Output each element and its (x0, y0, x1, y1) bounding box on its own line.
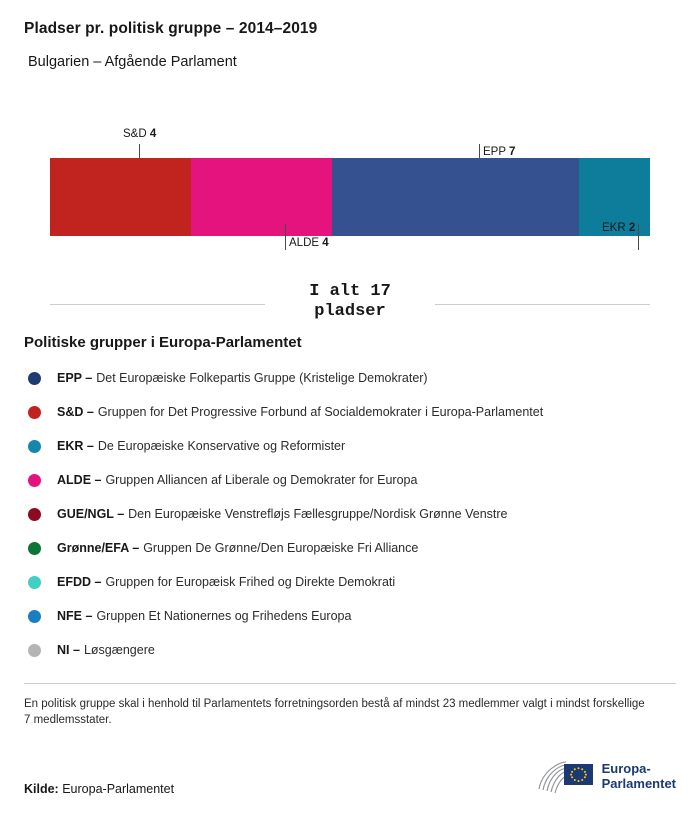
legend-description: Den Europæiske Venstrefløjs Fællesgruppe/Nordisk Grønne Venstre (128, 507, 508, 521)
leader-line-alde (285, 224, 286, 250)
legend-dot-icon (28, 474, 41, 487)
legend-item-ekr (24, 429, 676, 463)
legend-item-nfe (24, 599, 676, 633)
legend-dot-icon (28, 440, 41, 453)
bar-segment-sd (50, 158, 191, 236)
legend-list (24, 361, 676, 667)
legend-description: Gruppen for Europæisk Frihed og Direkte Demokrati (105, 575, 396, 589)
ep-logo-text (602, 761, 676, 791)
source-credit (24, 782, 174, 796)
bar-segment-epp (332, 158, 579, 236)
ep-logo-line1: Europa- (601, 761, 651, 776)
legend-dot-icon (28, 610, 41, 623)
bar-label-ekr: EKR 2 (602, 222, 636, 234)
legend-dot-icon (28, 406, 41, 419)
legend-dot-icon (28, 508, 41, 521)
total-seats-text (24, 282, 676, 322)
total-seats-unit: pladser (314, 302, 386, 321)
legend-description: Det Europæiske Folkepartis Gruppe (Kristelige Demokrater) (96, 371, 428, 385)
stacked-bar (50, 158, 650, 236)
legend-title: Politiske grupper i Europa-Parlamentet (24, 334, 302, 351)
legend-abbr: GUE/NGL – (57, 507, 125, 521)
legend-description: Løsgængere (83, 643, 155, 657)
legend-description: Gruppen for Det Progressive Forbund af Socialdemokrater i Europa-Parlamentet (97, 405, 544, 419)
bar-segment-alde (191, 158, 332, 236)
legend-dot-icon (28, 576, 41, 589)
legend-dot-icon (28, 644, 41, 657)
legend-item-epp (24, 361, 676, 395)
legend-abbr: EPP – (57, 371, 93, 385)
legend-item-ni (24, 633, 676, 667)
bar-label-sd: S&D 4 (123, 128, 157, 140)
legend-description: De Europæiske Konservative og Reformister (97, 439, 346, 453)
page-title: Pladser pr. politisk gruppe – 2014–2019 (24, 20, 318, 37)
ep-logo-line2: Parlamentet (601, 776, 676, 791)
legend-abbr: NFE – (57, 609, 93, 623)
legend-abbr: Grønne/EFA – (57, 541, 140, 555)
total-seats-count: I alt 17 (309, 282, 391, 301)
legend-abbr: EKR – (57, 439, 94, 453)
footnote: En politisk gruppe skal i henhold til Parlamentets forretningsorden bestå af mindst 23 medlemmer valgt i mindst forskellige 7 medlemsstater. (24, 698, 645, 726)
legend-abbr: EFDD – (57, 575, 102, 589)
ep-flag-icon (536, 756, 594, 796)
legend-description: Gruppen Alliancen af Liberale og Demokrater for Europa (105, 473, 418, 487)
legend-item-gue-ngl (24, 497, 676, 531)
legend-abbr: ALDE – (57, 473, 102, 487)
legend-description: Gruppen Et Nationernes og Frihedens Europa (96, 609, 352, 623)
legend-item-greens-efa (24, 531, 676, 565)
seats-bar-chart (24, 122, 676, 252)
legend-dot-icon (28, 372, 41, 385)
european-parliament-logo (536, 756, 676, 796)
legend-item-alde (24, 463, 676, 497)
footer-divider (24, 683, 676, 684)
page-subtitle: Bulgarien – Afgående Parlament (28, 54, 237, 70)
bar-label-alde: ALDE 4 (289, 237, 329, 249)
legend-abbr: S&D – (57, 405, 94, 419)
footer-row (24, 756, 676, 796)
leader-line-ekr (638, 224, 639, 250)
legend-dot-icon (28, 542, 41, 555)
legend-item-efdd (24, 565, 676, 599)
legend-abbr: NI – (57, 643, 80, 657)
bar-label-epp: EPP 7 (483, 146, 516, 158)
total-seats (24, 282, 676, 328)
legend-item-sd (24, 395, 676, 429)
legend-description: Gruppen De Grønne/Den Europæiske Fri Alliance (143, 541, 419, 555)
source-value: Europa-Parlamentet (62, 782, 175, 796)
source-label: Kilde: (24, 782, 59, 796)
